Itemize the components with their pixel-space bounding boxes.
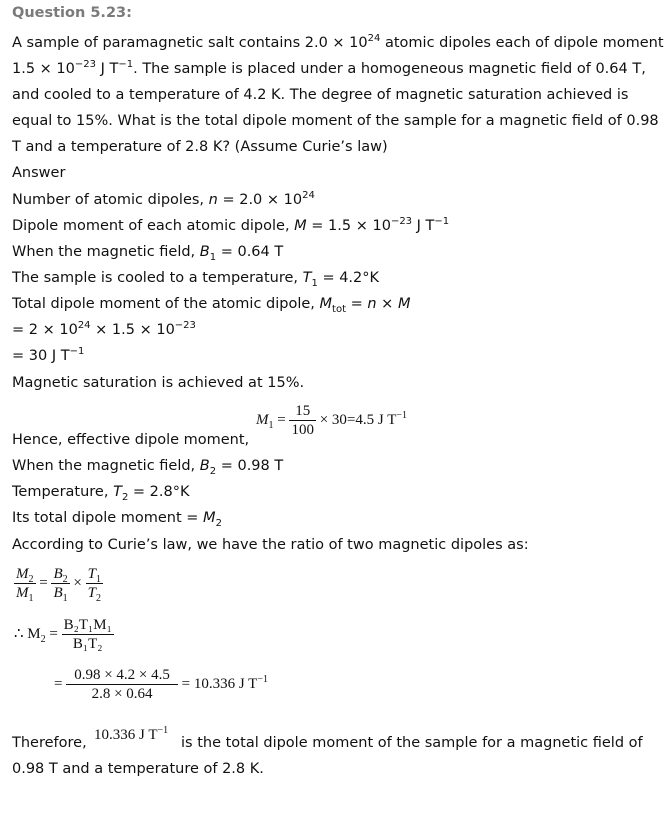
line-conclusion-1: is the total dipole moment of the sample for a magnetic field of: [181, 735, 643, 751]
equation-m1: $M_1$ = $\frac{15}{100}$ × 30=4.5 J $T^{-1}$: [256, 403, 408, 438]
question-line-3: and cooled to a temperature of 4.2 K. The degree of magnetic saturation achieved is: [12, 87, 629, 103]
line-dipole-moment: Dipole moment of each atomic dipole, $M = 1.5 \times 10^{-23}$ J $T^{-1}$: [12, 216, 450, 234]
line-curie: According to Curie’s law, we have the ratio of two magnetic dipoles as:: [12, 537, 529, 553]
answer-label: Answer: [12, 165, 66, 181]
equation-calc: = $\frac{0.98 \times 4.2 \times 4.5}{2.8 \times 0.64}$ = 10.336 J $T^{-1}$: [54, 667, 268, 702]
final-value: 10.336 J $T^{-1}$: [94, 725, 169, 743]
line-saturation: Magnetic saturation is achieved at 15%.: [12, 375, 305, 391]
line-conclusion-2: 0.98 T and a temperature of 2.8 K.: [12, 761, 264, 777]
line-its-moment: Its total dipole moment = $M_2$: [12, 510, 222, 529]
line-calc-2: = 30 J $T^{-1}$: [12, 346, 85, 364]
line-field-b2: When the magnetic field, $B_2 = 0.98$ T: [12, 458, 284, 477]
question-line-5: T and a temperature of 2.8 K? (Assume Curie’s law): [12, 139, 388, 155]
line-total-moment: Total dipole moment of the atomic dipole, $M_{tot} = n \times M$: [12, 296, 411, 315]
line-temp-t2: Temperature, $T_2 = 2.8^\circ K$: [12, 484, 190, 503]
line-num-dipoles: Number of atomic dipoles, $n = 2.0 \times 10^{24}$: [12, 190, 315, 208]
question-line-1: A sample of paramagnetic salt contains $2.0 \times 10^{24}$ atomic dipoles each of dipole moment: [12, 33, 664, 51]
equation-ratio: $\frac{M_2}{M_1}$ = $\frac{B_2}{B_1}$ × $\frac{T_1}{T_2}$: [16, 566, 101, 604]
line-temp-t1: The sample is cooled to a temperature, $T_1 = 4.2^\circ K$: [12, 270, 380, 289]
question-title: Question 5.23:: [12, 5, 132, 21]
line-field-b1: When the magnetic field, $B_1 = 0.64$ T: [12, 244, 284, 263]
question-line-2: $1.5 \times 10^{-23}$ J $T^{-1}$. The sample is placed under a homogeneous magnetic field of 0.64 T,: [12, 59, 646, 77]
line-effective: Hence, effective dipole moment,: [12, 432, 250, 448]
equation-m2: ∴ $M_2$ = $\frac{\text{B₂T₁M₁}}{\text{B₁T₂}}$: [14, 617, 112, 652]
line-calc-1: = $2 \times 10^{24} \times 1.5 \times 10^{-23}$: [12, 320, 196, 338]
question-line-4: equal to 15%. What is the total dipole moment of the sample for a magnetic field of 0.98: [12, 113, 659, 129]
line-therefore: Therefore,: [12, 735, 87, 751]
